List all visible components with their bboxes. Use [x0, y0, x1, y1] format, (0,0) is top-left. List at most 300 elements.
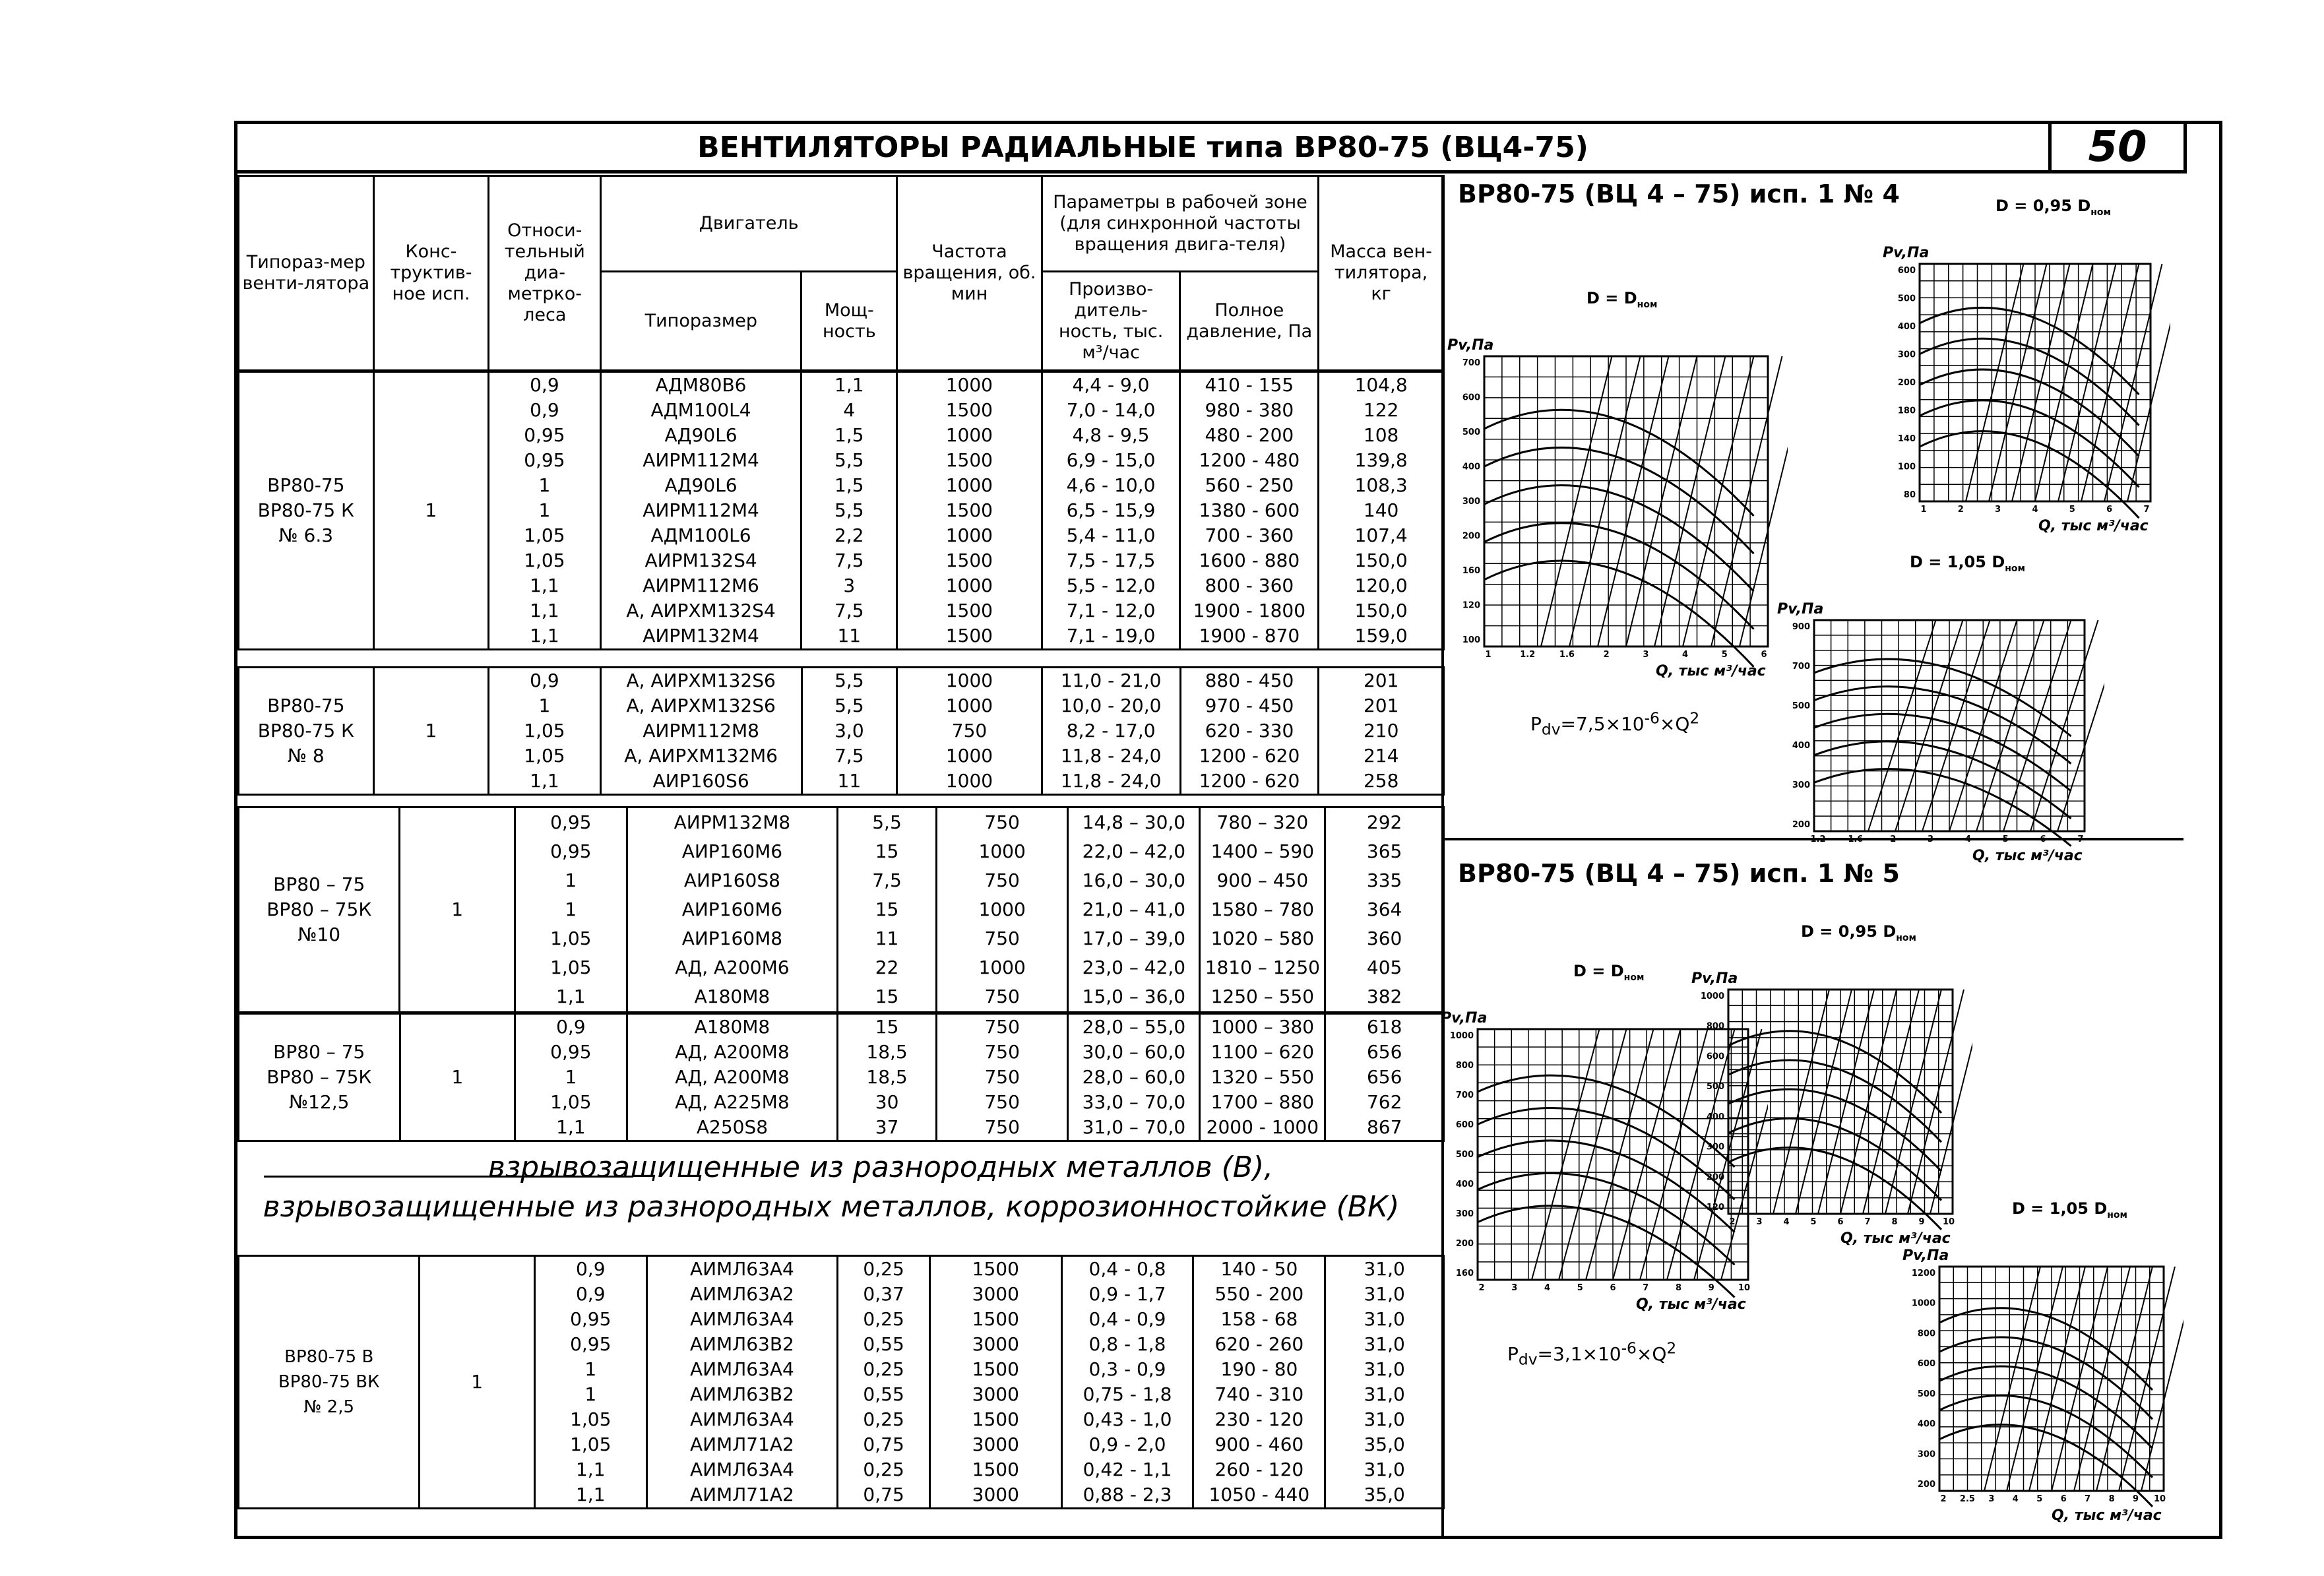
motor-power-column: [838, 1014, 937, 1141]
col-pressure-header: Полное давление, Па: [1180, 272, 1319, 371]
table-cell: 5,5: [834, 670, 864, 691]
table-cell: 656: [1366, 1066, 1402, 1088]
table-cell: 0,9: [530, 399, 559, 421]
y-tick-label: 500: [1792, 701, 1810, 711]
y-tick-label: 700: [1462, 358, 1480, 368]
formula-section-2: [1507, 1339, 1676, 1369]
table-cell: 7,5: [834, 600, 864, 621]
table-cell: А250S8: [696, 1116, 769, 1138]
table-cell: 550 - 200: [1214, 1283, 1304, 1305]
table-cell: 1200 - 620: [1199, 745, 1300, 767]
table-cell: 0,75: [863, 1484, 904, 1505]
table-cell: 900 – 450: [1216, 869, 1309, 891]
col-motor-power-header: Мощ-ность: [801, 272, 897, 371]
group-table-125: [237, 1013, 1445, 1142]
x-tick-label: 1.2: [1520, 650, 1536, 660]
note-line-2: взрывозащищенные из разнородных металлов, коррозионностойкие (ВК): [263, 1190, 1400, 1224]
y-tick-label: 500: [1455, 1150, 1474, 1160]
motor-power-column: [801, 668, 897, 795]
pressure-column: [1193, 1256, 1325, 1509]
table-cell: 3000: [972, 1283, 1019, 1305]
y-tick-label: 200: [1792, 820, 1810, 830]
table-cell: АИРМ132S4: [644, 550, 757, 571]
mass-column: [1319, 372, 1444, 650]
table-cell: 1500: [972, 1358, 1019, 1380]
table-cell: АД, А225М8: [675, 1091, 790, 1113]
table-cell: 258: [1363, 770, 1399, 792]
x-tick-label: 1.6: [1559, 650, 1575, 660]
table-cell: 104,8: [1354, 374, 1408, 396]
table-cell: 2,2: [834, 524, 864, 546]
table-cell: 1500: [972, 1459, 1019, 1480]
pressure-curve: [1939, 1395, 2152, 1477]
y-tick-label: 1200: [1911, 1269, 1935, 1278]
table-cell: АИРМ112М6: [643, 575, 759, 596]
table-cell: 0,95: [570, 1333, 612, 1355]
table-cell: 1: [565, 1066, 577, 1088]
y-tick-label: 1000: [1449, 1031, 1474, 1041]
x-tick-label: 6: [1761, 650, 1767, 660]
page-title: ВЕНТИЛЯТОРЫ РАДИАЛЬНЫЕ типа ВР80-75 (ВЦ4-75): [234, 121, 2052, 173]
table-cell: 0,95: [570, 1308, 612, 1330]
table-cell: 122: [1363, 399, 1399, 421]
x-tick-label: 5: [2002, 835, 2009, 844]
speed-column: [929, 1256, 1061, 1509]
table-cell: 7,5 - 17,5: [1066, 550, 1156, 571]
table-cell: 405: [1366, 957, 1402, 978]
pressure-column: [1180, 668, 1319, 795]
mass-column: [1325, 807, 1444, 1013]
y-tick-label: 200: [1462, 531, 1480, 542]
y-tick-label: 800: [1455, 1061, 1474, 1071]
diameter-subscript: ном: [2090, 207, 2111, 218]
pressure-curve: [1939, 1308, 2152, 1390]
table-cell: 1000: [945, 524, 993, 546]
y-tick-label: 500: [1462, 427, 1480, 437]
table-cell: 0,25: [863, 1308, 904, 1330]
table-cell: 0,43 - 1,0: [1083, 1408, 1172, 1430]
table-cell: 0,95: [524, 449, 565, 471]
fan-curve-4-dnom: [1445, 264, 1788, 686]
table-cell: 31,0: [1364, 1333, 1405, 1355]
pressure-curve: [1939, 1337, 2152, 1419]
table-cell: 11,8 - 24,0: [1060, 745, 1162, 767]
table-cell: 740 - 310: [1214, 1383, 1304, 1405]
table-cell: 7,5: [834, 745, 864, 767]
table-cell: АИМЛ63В2: [689, 1383, 794, 1405]
table-cell: 410 - 155: [1205, 374, 1294, 396]
table-cell: 7,5: [834, 550, 864, 571]
table-cell: 150,0: [1354, 550, 1408, 571]
table-cell: 5,5: [872, 811, 902, 833]
table-cell: 15: [875, 840, 899, 862]
x-tick-label: 5: [1577, 1283, 1583, 1293]
table-cell: 5,4 - 11,0: [1066, 524, 1156, 546]
table-cell: 1000: [945, 670, 993, 691]
table-cell: 335: [1366, 869, 1402, 891]
y-tick-label: 300: [1462, 497, 1480, 507]
table-cell: 750: [951, 720, 988, 741]
y-tick-label: 200: [1917, 1480, 1935, 1490]
table-cell: 1: [584, 1383, 597, 1405]
params-group-header: Параметры в рабочей зоне (для синхронной частоты вращения двига-теля): [1042, 176, 1318, 272]
y-tick-label: 200: [1897, 378, 1916, 388]
table-cell: 22,0 – 42,0: [1082, 840, 1186, 862]
pressure-curve: [1920, 338, 2139, 426]
table-cell: 7,0 - 14,0: [1066, 399, 1156, 421]
table-cell: 1200 - 480: [1199, 449, 1300, 471]
motor-type-column: [627, 1014, 838, 1141]
formula-text: $P_{dv}=7,5\times 10^{-6}\times Q^2$: [1530, 709, 1700, 739]
table-cell: 1000 – 380: [1210, 1016, 1315, 1038]
table-cell: 1,05: [524, 550, 565, 571]
table-cell: 11,0 - 21,0: [1060, 670, 1162, 691]
table-cell: АИМЛ63А4: [689, 1308, 794, 1330]
x-tick-label: 5: [1721, 650, 1728, 660]
table-cell: 1: [538, 474, 551, 496]
table-cell: А, АИРХМ132М6: [624, 745, 778, 767]
pressure-curve: [1728, 1031, 1941, 1113]
table-cell: 1600 - 880: [1199, 550, 1300, 571]
speed-column: [936, 1014, 1068, 1141]
table-cell: 37: [875, 1116, 899, 1138]
y-tick-label: 140: [1897, 434, 1916, 444]
table-cell: 11: [837, 770, 862, 792]
table-cell: 0,95: [550, 811, 592, 833]
table-cell: 6,9 - 15,0: [1066, 449, 1156, 471]
y-tick-label: 300: [1455, 1209, 1474, 1219]
x-axis-label: Q, тыс м³/час: [2052, 1507, 2162, 1524]
x-tick-label: 10: [2153, 1494, 2166, 1504]
y-tick-label: 800: [1706, 1021, 1724, 1032]
y-tick-label: 400: [1792, 741, 1810, 751]
col-flow-header: Произво-дитель-ность, тыс. м³/час: [1042, 272, 1180, 371]
table-cell: 0,3 - 0,9: [1088, 1358, 1166, 1380]
table-cell: 31,0: [1364, 1283, 1405, 1305]
table-cell: АД90L6: [664, 424, 738, 446]
table-cell: 1,5: [834, 424, 864, 446]
x-tick-label: 5: [1810, 1217, 1817, 1227]
table-cell: А180М8: [694, 1016, 770, 1038]
table-cell: 1810 – 1250: [1205, 957, 1320, 978]
table-cell: 1380 - 600: [1199, 499, 1300, 521]
diameter-column: [534, 1256, 646, 1509]
table-cell: 6,5 - 15,9: [1066, 499, 1156, 521]
table-cell: 0,25: [863, 1459, 904, 1480]
x-tick-label: 3: [1928, 835, 1934, 844]
speed-column: [897, 668, 1042, 795]
table-cell: АДМ80В6: [655, 374, 747, 396]
table-cell: 3000: [972, 1434, 1019, 1455]
table-cell: 3000: [972, 1333, 1019, 1355]
y-tick-label: 160: [1455, 1269, 1474, 1278]
table-cell: АИР160М8: [681, 928, 783, 949]
table-cell: АД, А200М8: [675, 1066, 790, 1088]
y-tick-label: 700: [1455, 1090, 1474, 1100]
x-tick-label: 3: [1995, 505, 2001, 515]
table-cell: 750: [984, 1091, 1020, 1113]
table-cell: 5,5: [834, 449, 864, 471]
x-tick-label: 4: [1682, 650, 1689, 660]
fan-size-cell: ВР80-75 ВР80-75 К № 8: [239, 668, 374, 795]
diameter-subscript: ном: [1623, 972, 1645, 983]
table-cell: 1500: [972, 1308, 1019, 1330]
table-cell: 867: [1366, 1116, 1402, 1138]
fan-curve-5-105: [1900, 1174, 2183, 1530]
table-cell: 1,1: [530, 600, 559, 621]
x-tick-label: 8: [1675, 1283, 1682, 1293]
table-cell: 3: [843, 575, 856, 596]
col-motor-type-header: Типоразмер: [601, 272, 801, 371]
table-cell: 230 - 120: [1214, 1408, 1304, 1430]
diameter-column: [489, 668, 601, 795]
x-tick-label: 6: [1610, 1283, 1616, 1293]
motor-power-column: [838, 807, 937, 1013]
table-cell: 8,2 - 17,0: [1066, 720, 1156, 741]
table-cell: 1,1: [530, 625, 559, 646]
table-cell: АИРМ112М8: [643, 720, 759, 741]
y-tick-label: 400: [1917, 1419, 1935, 1430]
x-tick-label: 7: [2143, 505, 2150, 515]
page-number: 50: [2048, 121, 2187, 173]
table-cell: 1000: [945, 474, 993, 496]
table-cell: 30,0 – 60,0: [1082, 1041, 1186, 1063]
table-cell: 1100 – 620: [1210, 1041, 1315, 1063]
speed-column: [936, 807, 1068, 1013]
table-cell: 31,0: [1364, 1258, 1405, 1280]
col-speed-header: Частота вращения, об. мин: [897, 176, 1042, 371]
y-axis-label: Pv,Па: [1777, 601, 1824, 617]
table-cell: 1: [565, 898, 577, 920]
table-cell: 1000: [945, 770, 993, 792]
x-tick-label: 2.5: [1959, 1494, 1975, 1504]
table-cell: 1500: [945, 499, 993, 521]
table-cell: 0,9: [530, 670, 559, 691]
table-cell: 22: [875, 957, 899, 978]
table-cell: 1500: [945, 625, 993, 646]
table-cell: АДМ100L4: [650, 399, 751, 421]
table-cell: 750: [984, 869, 1020, 891]
table-cell: 0,4 - 0,9: [1088, 1308, 1166, 1330]
table-cell: 1,1: [530, 575, 559, 596]
table-cell: 1580 – 780: [1210, 898, 1315, 920]
table-cell: 18,5: [866, 1066, 908, 1088]
table-cell: 15: [875, 898, 899, 920]
table-cell: 0,9 - 1,7: [1088, 1283, 1166, 1305]
table-cell: 750: [984, 1041, 1020, 1063]
x-tick-label: 5: [2036, 1494, 2043, 1504]
flow-column: [1068, 807, 1200, 1013]
table-cell: АИРМ112М4: [643, 449, 759, 471]
motor-group-header: Двигатель: [601, 176, 897, 272]
table-cell: 1,1: [834, 374, 864, 396]
x-tick-label: 3: [1643, 650, 1649, 660]
y-tick-label: 600: [1917, 1359, 1935, 1370]
y-tick-label: 100: [1897, 462, 1916, 472]
pressure-column: [1200, 1014, 1325, 1141]
x-tick-label: 2: [1957, 505, 1964, 515]
table-cell: 1,05: [550, 1091, 592, 1113]
y-tick-label: 160: [1462, 566, 1480, 576]
y-axis-label: Pv,Па: [1883, 245, 1930, 261]
y-tick-label: 500: [1897, 294, 1916, 304]
table-cell: А, АИРХМ132S4: [626, 600, 776, 621]
table-cell: 3000: [972, 1383, 1019, 1405]
table-cell: 560 - 250: [1205, 474, 1294, 496]
fan-size-cell: ВР80-75 В ВР80-75 ВК № 2,5: [239, 1256, 420, 1509]
table-cell: АИРМ132М4: [643, 625, 759, 646]
table-cell: 620 - 330: [1205, 720, 1294, 741]
table-cell: А, АИРХМ132S6: [626, 695, 776, 716]
table-cell: 1,05: [570, 1408, 612, 1430]
pressure-curve: [1920, 400, 2139, 488]
y-tick-label: 600: [1455, 1120, 1474, 1130]
table-cell: 0,8 - 1,8: [1088, 1333, 1166, 1355]
table-cell: АИМЛ63В2: [689, 1333, 794, 1355]
table-cell: АИР160S6: [652, 770, 749, 792]
exec-cell: 1: [373, 668, 488, 795]
table-cell: 800 - 360: [1205, 575, 1294, 596]
y-tick-label: 100: [1462, 635, 1480, 645]
col-diameter-header: Относи-тельный диа-метрко-леса: [489, 176, 601, 371]
table-cell: 970 - 450: [1205, 695, 1294, 716]
x-tick-label: 1.6: [1848, 835, 1864, 844]
table-cell: 4: [843, 399, 856, 421]
table-cell: 382: [1366, 986, 1402, 1007]
pressure-curve: [1814, 687, 2071, 764]
table-cell: 1: [584, 1358, 597, 1380]
x-tick-label: 4: [1783, 1217, 1790, 1227]
table-cell: 31,0: [1364, 1408, 1405, 1430]
group-table-25: [237, 1255, 1445, 1509]
x-axis-label: Q, тыс м³/час: [2038, 518, 2149, 534]
table-cell: 1000: [945, 374, 993, 396]
x-tick-label: 10: [1738, 1283, 1751, 1293]
x-axis-label: Q, тыс м³/час: [1636, 1296, 1746, 1313]
table-cell: 14,8 – 30,0: [1082, 811, 1186, 833]
table-cell: 1,05: [550, 957, 592, 978]
table-cell: 4,4 - 9,0: [1072, 374, 1150, 396]
table-cell: 31,0: [1364, 1383, 1405, 1405]
y-tick-label: 400: [1462, 462, 1480, 472]
table-cell: 214: [1363, 745, 1399, 767]
group-table-63: [237, 371, 1445, 650]
group-table-10: [237, 806, 1445, 1013]
x-tick-label: 6: [2106, 505, 2113, 515]
table-cell: 190 - 80: [1220, 1358, 1298, 1380]
table-cell: 0,95: [550, 1041, 592, 1063]
x-tick-label: 6: [1837, 1217, 1844, 1227]
y-axis-label: Pv,Па: [1447, 337, 1494, 354]
x-tick-label: 1: [1920, 505, 1927, 515]
table-cell: 750: [984, 1116, 1020, 1138]
table-cell: 0,9: [556, 1016, 586, 1038]
diameter-label: D = 0,95 $D_{ном}$: [1995, 197, 2111, 218]
table-cell: 1,05: [524, 720, 565, 741]
col-size-header: Типораз-мер венти-лятора: [239, 176, 374, 371]
table-cell: 31,0: [1364, 1358, 1405, 1380]
table-cell: 1,05: [570, 1434, 612, 1455]
table-cell: 1000: [978, 840, 1026, 862]
table-cell: 1050 - 440: [1209, 1484, 1310, 1505]
fan-size-cell: ВР80-75 ВР80-75 К № 6.3: [239, 372, 374, 650]
flow-column: [1061, 1256, 1193, 1509]
table-cell: 7,1 - 19,0: [1066, 625, 1156, 646]
table-cell: 0,95: [550, 840, 592, 862]
x-tick-label: 6: [2040, 835, 2046, 844]
table-cell: 31,0: [1364, 1459, 1405, 1480]
formula-section-1: [1530, 709, 1699, 739]
table-cell: 1400 – 590: [1210, 840, 1315, 862]
x-tick-label: 5: [2069, 505, 2075, 515]
exec-cell: 1: [400, 807, 515, 1013]
table-cell: АИМЛ63А4: [689, 1258, 794, 1280]
table-cell: 1000: [945, 745, 993, 767]
x-tick-label: 1: [1485, 650, 1492, 660]
table-cell: 1200 - 620: [1199, 770, 1300, 792]
x-axis-label: Q, тыс м³/час: [1840, 1230, 1951, 1247]
fan-curve-4-095: [1880, 172, 2170, 541]
table-cell: 16,0 – 30,0: [1082, 869, 1186, 891]
table-cell: АД, А200М8: [675, 1041, 790, 1063]
pressure-curve: [1920, 307, 2139, 394]
table-cell: АИРМ132М8: [674, 811, 791, 833]
x-tick-label: 3: [1988, 1494, 1995, 1504]
table-cell: АД90L6: [664, 474, 738, 496]
exec-cell: 1: [373, 372, 488, 650]
y-tick-label: 300: [1897, 350, 1916, 360]
motor-type-column: [646, 1256, 838, 1509]
table-cell: 1: [565, 869, 577, 891]
table-cell: 0,25: [863, 1258, 904, 1280]
table-cell: 3000: [972, 1484, 1019, 1505]
table-cell: 880 - 450: [1205, 670, 1294, 691]
y-tick-label: 300: [1917, 1449, 1935, 1460]
divider: [264, 1176, 633, 1178]
diameter-subscript: ном: [1637, 299, 1658, 310]
table-cell: 201: [1363, 670, 1399, 691]
table-cell: 150,0: [1354, 600, 1408, 621]
table-cell: 1: [538, 695, 551, 716]
table-cell: 0,95: [524, 424, 565, 446]
col-mass-header: Масса вен-тилятора, кг: [1319, 176, 1444, 371]
table-cell: 1,1: [575, 1484, 606, 1505]
x-axis-label: Q, тыс м³/час: [1656, 663, 1766, 679]
x-tick-label: 6: [2060, 1494, 2067, 1504]
table-cell: 10,0 - 20,0: [1060, 695, 1162, 716]
motor-power-column: [801, 372, 897, 650]
table-cell: 15: [875, 1016, 899, 1038]
table-cell: 17,0 – 39,0: [1082, 928, 1186, 949]
table-cell: АИМЛ71А2: [689, 1484, 794, 1505]
x-tick-label: 7: [2077, 835, 2084, 844]
table-cell: АИМЛ63А4: [689, 1459, 794, 1480]
table-cell: 0,75 - 1,8: [1083, 1383, 1172, 1405]
pressure-column: [1180, 372, 1319, 650]
table-cell: 750: [984, 1066, 1020, 1088]
x-axis-label: Q, тыс м³/час: [1972, 848, 2083, 864]
table-cell: 750: [984, 811, 1020, 833]
y-axis-label: Pv,Па: [1691, 970, 1738, 987]
y-tick-label: 300: [1792, 780, 1810, 790]
fan-size-cell: ВР80 – 75 ВР80 – 75К №10: [239, 807, 400, 1013]
y-tick-label: 600: [1897, 266, 1916, 276]
table-cell: 480 - 200: [1205, 424, 1294, 446]
y-tick-label: 80: [1903, 490, 1916, 500]
exec-cell: 1: [420, 1256, 535, 1509]
y-tick-label: 600: [1706, 1052, 1724, 1062]
y-tick-label: 300: [1706, 1142, 1724, 1152]
